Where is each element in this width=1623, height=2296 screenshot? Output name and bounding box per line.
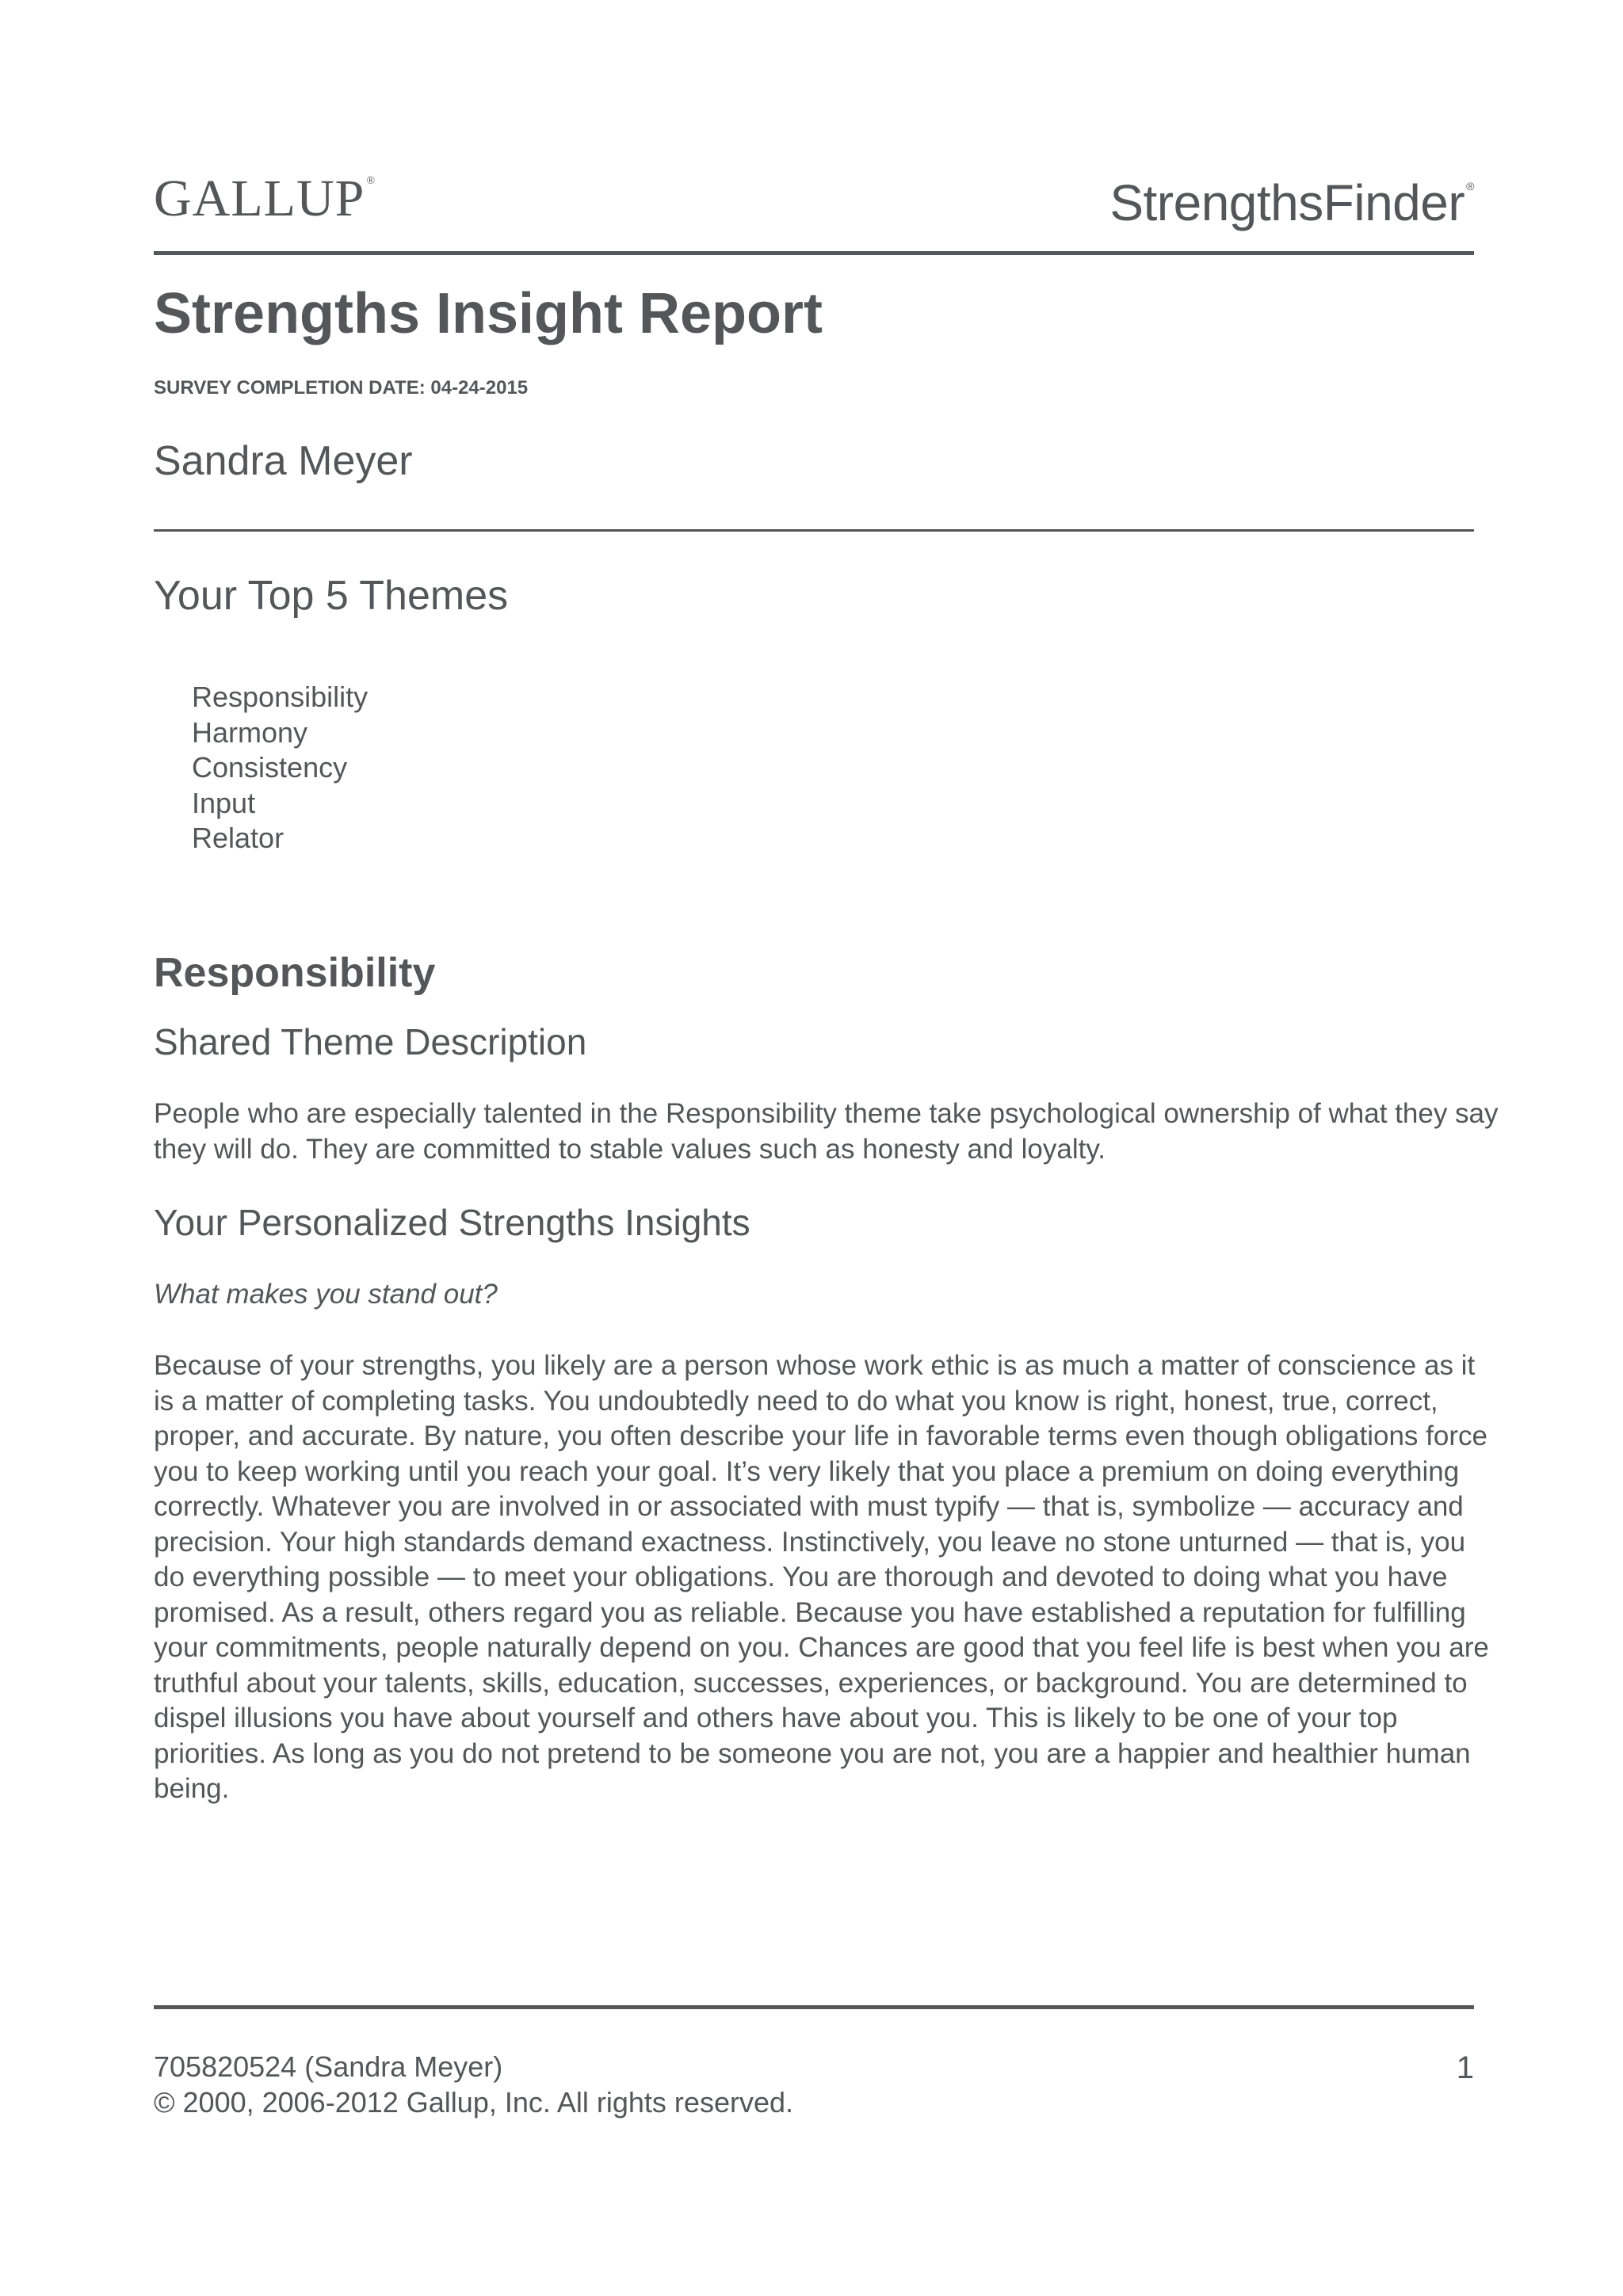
page-number: 1 [1456,2050,1474,2085]
strengthsfinder-logo-text: StrengthsFinder [1109,174,1465,231]
report-title: Strengths Insight Report [154,282,823,345]
footer-divider [154,2005,1474,2009]
strengthsfinder-registered-mark: ® [1466,180,1474,193]
footer-id-line: 705820524 (Sandra Meyer) [154,2050,503,2083]
shared-theme-heading: Shared Theme Description [154,1021,587,1062]
strengthsfinder-logo [1109,174,1474,231]
report-page [154,0,1499,2296]
theme-list-item: Responsibility [192,681,369,713]
person-name: Sandra Meyer [154,438,413,484]
gallup-logo [154,170,376,227]
theme-list-item: Relator [192,822,285,854]
header-divider [154,251,1474,255]
personalized-insights-heading: Your Personalized Strengths Insights [154,1202,750,1243]
footer-copyright: © 2000, 2006-2012 Gallup, Inc. All rights reserved. [154,2086,793,2119]
name-divider [154,529,1474,532]
top-themes-list [192,680,368,856]
personalized-insights-text: Because of your strengths, you likely are a person whose work ethic is as much a matter of conscience as it is a matter of completing tasks. You undoubtedly need to do what you know is right, honest, true, correct, proper, and accurate. By nature, you often describe your life in favorable terms even though obligations force you to keep working until you reach your goal. It’s very likely that you place a premium on doing everything correctly. Whatever you are involved in or associated with must typify — that is, symbolize — accuracy and precision. Your high standards demand exactness. Instinctively, you leave no stone unturned — that is, you do everything possible — to meet your obligations. You are thorough and devoted to doing what you have promised. As a result, others regard you as reliable. Because you have established a reputation for fulfilling your commitments, people naturally depend on you. Chances are good that you feel life is best when you are truthful about your talents, skills, education, successes, experiences, or background. You are determined to dispel illusions you have about yourself and others have about you. This is likely to be one of your top priorities. As long as you do not pretend to be someone you are not, you are a happier and healthier human being. [154,1350,1489,1804]
stand-out-question: What makes you stand out? [154,1279,498,1310]
gallup-logo-text: GALLUP [154,170,365,227]
shared-theme-description: People who are especially talented in the Responsibility theme take psychological ownership of what they say they will do. They are committed to stable values such as honesty and loyalty. [154,1098,1499,1165]
gallup-registered-mark: ® [366,175,376,187]
top-themes-heading: Your Top 5 Themes [154,573,509,619]
theme-list-item: Input [192,786,256,819]
theme-list-item: Consistency [192,751,348,784]
footer-info [154,2049,793,2120]
survey-completion-date: SURVEY COMPLETION DATE: 04-24-2015 [154,377,529,399]
theme-list-item: Harmony [192,715,308,749]
theme-section-title: Responsibility [154,950,436,996]
